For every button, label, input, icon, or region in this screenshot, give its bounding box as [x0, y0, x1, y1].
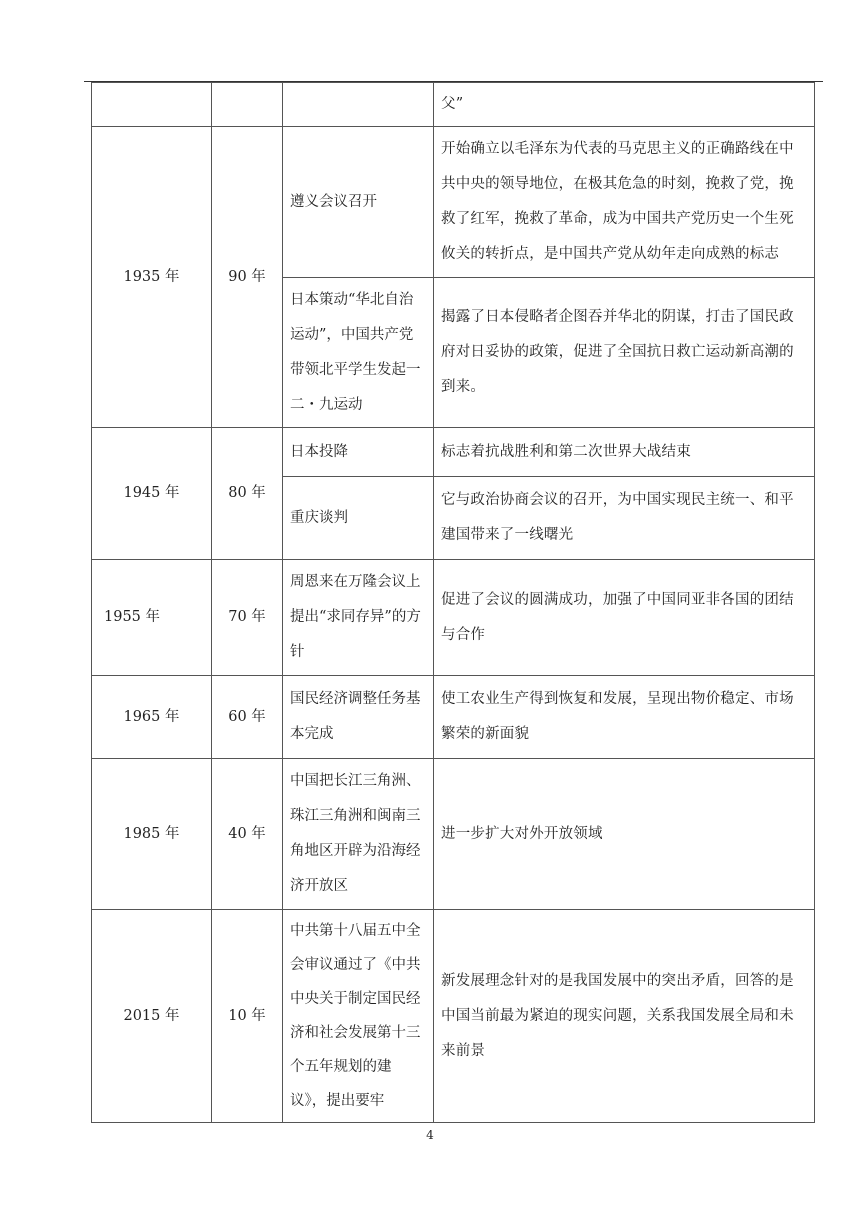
significance-cell: 揭露了日本侵略者企图吞并华北的阴谋，打击了国民政府对日妥协的政策，促进了全国抗日救亡运动新高潮的到来。 — [434, 278, 815, 428]
table-row — [92, 759, 815, 910]
table-row — [92, 83, 815, 127]
significance-cell: 它与政治协商会议的召开，为中国实现民主统一、和平建国带来了一线曙光 — [434, 477, 815, 560]
significance-cell: 使工农业生产得到恢复和发展，呈现出物价稳定、市场繁荣的新面貌 — [434, 676, 815, 759]
anniversary-cell: 40 年 — [212, 759, 283, 910]
anniversary-cell: 60 年 — [212, 676, 283, 759]
anniversary-cell: 10 年 — [212, 910, 283, 1123]
significance-cell: 促进了会议的圆满成功，加强了中国同亚非各国的团结与合作 — [434, 560, 815, 676]
event-cell: 遵义会议召开 — [283, 127, 434, 278]
significance-cell: 父” — [434, 83, 815, 127]
page-number: 4 — [426, 1128, 434, 1142]
event-cell: 国民经济调整任务基本完成 — [283, 676, 434, 759]
year-cell: 1955 年 — [92, 560, 212, 676]
event-cell: 日本投降 — [283, 428, 434, 477]
year-cell: 2015 年 — [92, 910, 212, 1123]
significance-cell: 开始确立以毛泽东为代表的马克思主义的正确路线在中共中央的领导地位，在极其危急的时刻，挽救了党，挽救了红军，挽救了革命，成为中国共产党历史一个生死攸关的转折点，是中国共产党从幼年走向成熟的标志 — [434, 127, 815, 278]
table-row — [92, 676, 815, 759]
anniversary-cell: 80 年 — [212, 428, 283, 560]
anniversary-cell — [212, 83, 283, 127]
year-cell — [92, 83, 212, 127]
event-cell: 重庆谈判 — [283, 477, 434, 560]
event-cell: 周恩来在万隆会议上提出“求同存异”的方针 — [283, 560, 434, 676]
anniversary-cell: 70 年 — [212, 560, 283, 676]
year-cell: 1935 年 — [92, 127, 212, 428]
table-row — [92, 428, 815, 477]
anniversary-cell: 90 年 — [212, 127, 283, 428]
table-row — [92, 910, 815, 1123]
history-events-table — [91, 82, 815, 1123]
table-row — [92, 560, 815, 676]
significance-cell: 进一步扩大对外开放领域 — [434, 759, 815, 910]
table-row — [92, 127, 815, 278]
year-cell: 1985 年 — [92, 759, 212, 910]
event-cell: 中共第十八届五中全会审议通过了《中共中央关于制定国民经济和社会发展第十三个五年规划的建议》，提出要牢 — [283, 910, 434, 1123]
event-cell: 日本策动“华北自治运动”，中国共产党带领北平学生发起一二・九运动 — [283, 278, 434, 428]
significance-cell: 新发展理念针对的是我国发展中的突出矛盾，回答的是中国当前最为紧迫的现实问题，关系我国发展全局和未来前景 — [434, 910, 815, 1123]
significance-cell: 标志着抗战胜利和第二次世界大战结束 — [434, 428, 815, 477]
year-cell: 1945 年 — [92, 428, 212, 560]
year-cell: 1965 年 — [92, 676, 212, 759]
event-cell: 中国把长江三角洲、珠江三角洲和闽南三角地区开辟为沿海经济开放区 — [283, 759, 434, 910]
event-cell — [283, 83, 434, 127]
